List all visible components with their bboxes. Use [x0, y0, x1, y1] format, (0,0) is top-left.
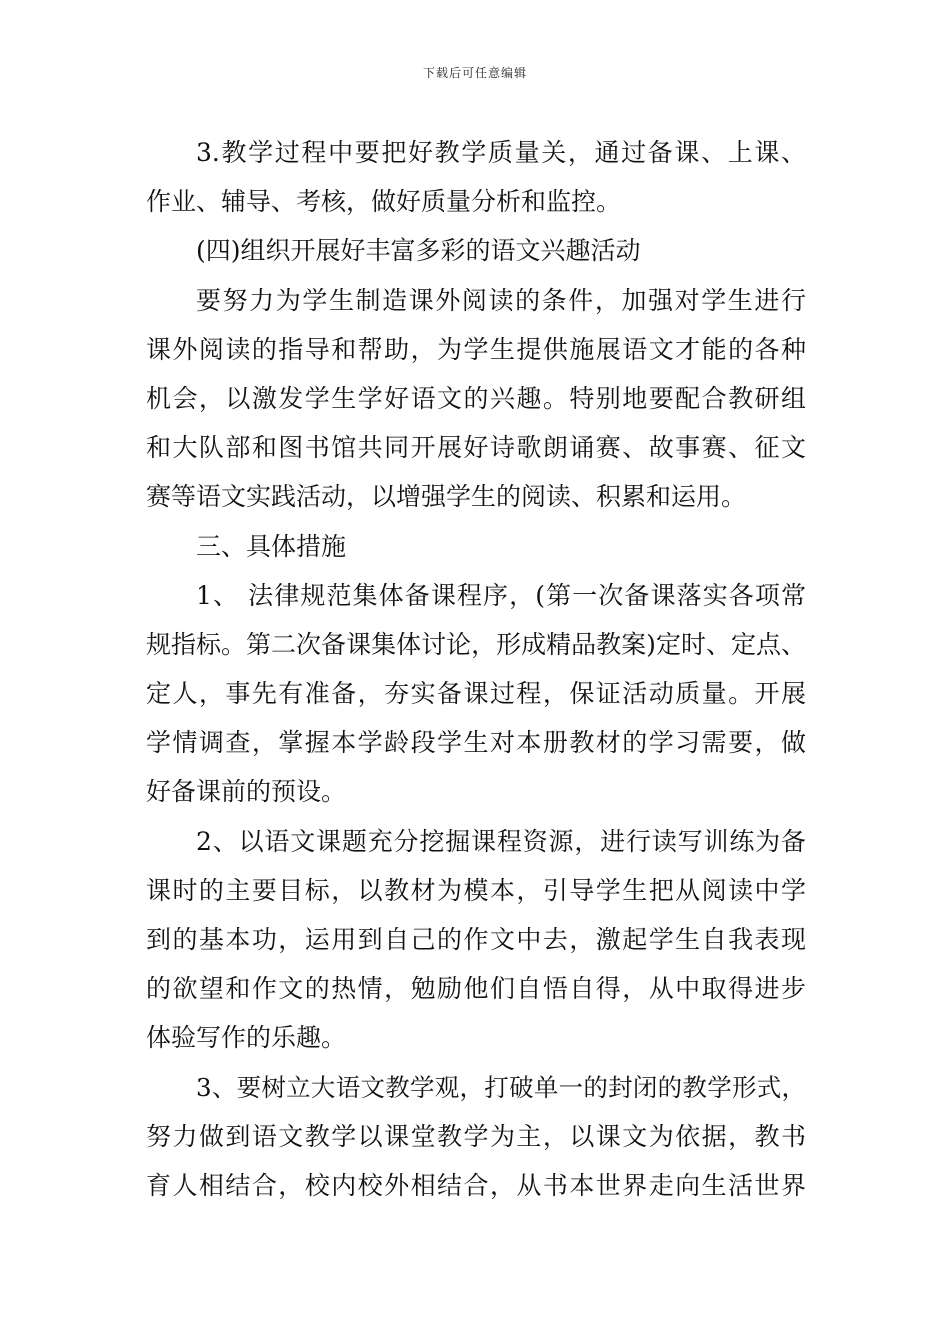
paragraph-line: 学情调查，掌握本学龄段学生对本册教材的学习需要，做 [146, 728, 806, 758]
paragraph-line: 规指标。第二次备课集体讨论，形成精品教案)定时、定点、 [146, 629, 806, 659]
paragraph-line: 2、以语文课题充分挖掘课程资源，进行读写训练为备 [196, 826, 806, 856]
page-header: 下载后可任意编辑 [422, 66, 527, 80]
paragraph-line: 体验写作的乐趣。 [146, 1023, 347, 1053]
paragraph-line: 努力做到语文教学以课堂教学为主，以课文为依据，教书 [146, 1121, 806, 1151]
paragraph-line: 和大队部和图书馆共同开展好诗歌朗诵赛、故事赛、征文 [146, 433, 806, 463]
paragraph-line: 的欲望和作文的热情，勉励他们自悟自得，从中取得进步 [146, 974, 806, 1004]
paragraph-line: 定人，事先有准备，夯实备课过程，保证活动质量。开展 [146, 679, 806, 709]
paragraph-line: 课时的主要目标，以教材为模本，引导学生把从阅读中学 [146, 875, 806, 905]
paragraph-line: 好备课前的预设。 [146, 777, 347, 807]
paragraph-line: 育人相结合，校内校外相结合，从书本世界走向生活世界 [146, 1170, 806, 1200]
paragraph-line: 到的基本功，运用到自己的作文中去，激起学生自我表现 [146, 925, 806, 954]
document-body [146, 128, 806, 1210]
paragraph-line: 1、 法律规范集体备课程序，(第一次备课落实各项常 [196, 580, 806, 610]
section-heading: (四)组织开展好丰富多彩的语文兴趣活动 [196, 236, 641, 266]
paragraph-line: 作业、辅导、考核，做好质量分析和监控。 [146, 187, 622, 217]
paragraph-line: 3、要树立大语文教学观，打破单一的封闭的教学形式， [196, 1072, 806, 1102]
paragraph-line: 要努力为学生制造课外阅读的条件，加强对学生进行 [196, 285, 806, 315]
paragraph-line: 课外阅读的指导和帮助，为学生提供施展语文才能的各种 [146, 334, 806, 364]
paragraph-line: 3.教学过程中要把好教学质量关，通过备课、上课、 [196, 138, 806, 167]
paragraph-line: 机会，以激发学生学好语文的兴趣。特别地要配合教研组 [146, 383, 806, 413]
section-heading: 三、具体措施 [196, 531, 347, 561]
paragraph-line: 赛等语文实践活动，以增强学生的阅读、积累和运用。 [146, 482, 747, 512]
